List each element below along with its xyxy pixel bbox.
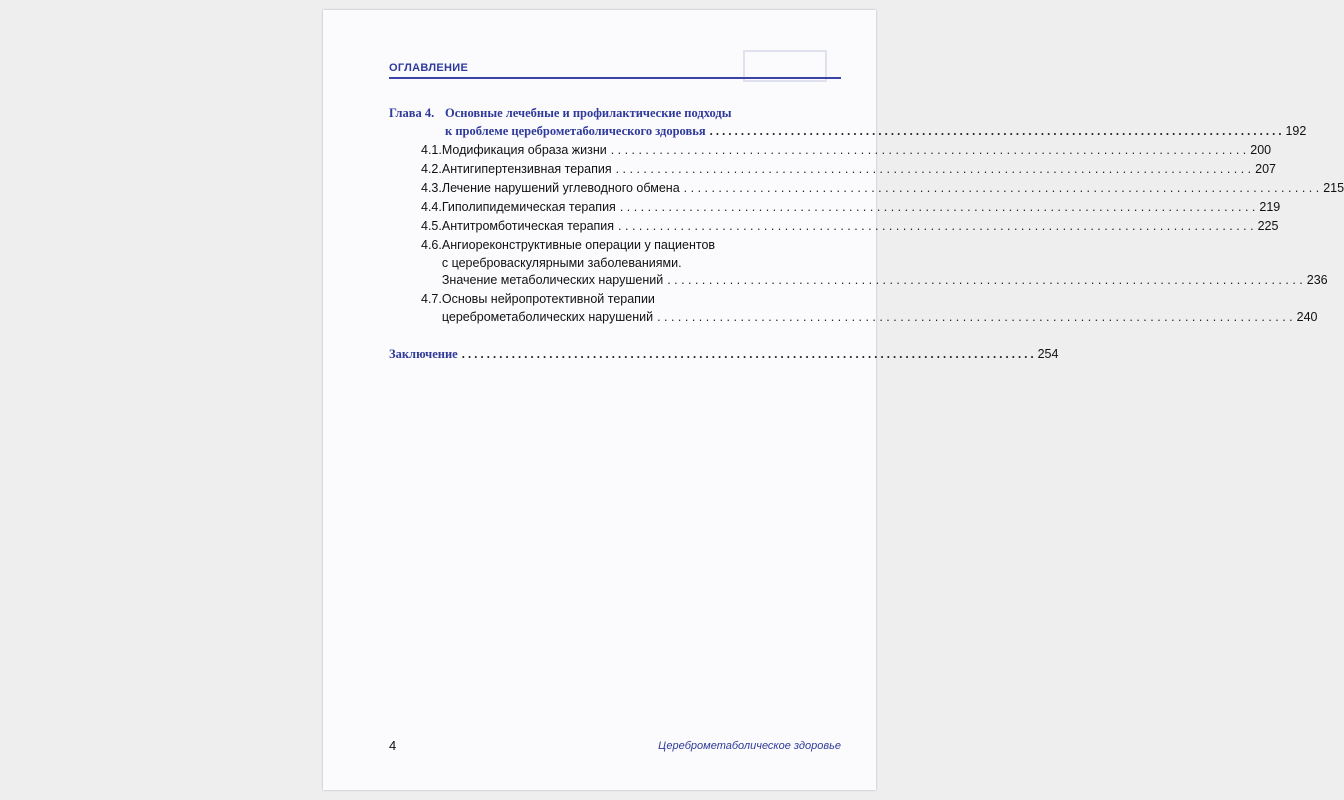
section-entry[interactable]: [389, 142, 1272, 160]
section-entry[interactable]: [389, 199, 1281, 217]
section-entry[interactable]: [389, 237, 1328, 290]
section-number: 4.1.: [421, 143, 442, 157]
section-number: 4.4.: [421, 200, 442, 214]
section-header: ОГЛАВЛЕНИЕ: [389, 62, 469, 74]
section-title-line: Основы нейропротективной терапии: [441, 292, 655, 306]
section-number: 4.2.: [421, 162, 442, 176]
table-of-contents: [389, 105, 1344, 364]
leader-dots: [710, 123, 1282, 141]
document-page: [323, 10, 1344, 790]
section-page: 200: [1250, 143, 1272, 157]
leader-dots: [611, 142, 1247, 160]
section-entry[interactable]: [389, 218, 1279, 236]
section-title: Значение метаболических нарушений: [441, 273, 664, 287]
page-number: 4: [389, 738, 397, 753]
section-title: Модификация образа жизни: [441, 143, 607, 157]
section-page: 225: [1257, 219, 1279, 233]
section-entry[interactable]: [389, 161, 1277, 179]
leader-dots: [462, 346, 1034, 364]
section-title-line: с цереброваскулярными заболеваниями.: [441, 255, 682, 270]
section-page: 240: [1296, 309, 1318, 324]
section-number: 4.3.: [421, 181, 442, 195]
section-entry[interactable]: [389, 180, 1344, 198]
chapter-title-line-1: Основные лечебные и профилактические подходы: [445, 106, 732, 120]
chapter-label: Глава 4.: [389, 106, 435, 120]
section-entry[interactable]: [389, 291, 1318, 326]
chapter-title-line-2: к проблеме цереброметаболического здоровья: [445, 123, 706, 138]
running-footer-title: Цереброметаболическое здоровье: [658, 740, 841, 752]
leader-dots: [620, 199, 1256, 217]
header-rule: [389, 77, 841, 79]
chapter-page: 192: [1285, 123, 1307, 138]
chapter-entry[interactable]: [389, 105, 1307, 140]
section-title-line: Ангиореконструктивные операции у пациентов: [441, 238, 716, 252]
section-title: Лечение нарушений углеводного обмена: [441, 181, 680, 195]
conclusion-page: 254: [1037, 347, 1059, 361]
section-title: Антитромботическая терапия: [441, 219, 615, 233]
section-page: 215: [1323, 181, 1344, 195]
leader-dots: [684, 180, 1320, 198]
leader-dots: [616, 161, 1252, 179]
section-title: Гиполипидемическая терапия: [441, 200, 616, 214]
section-page: 236: [1306, 273, 1328, 287]
conclusion-label: Заключение: [389, 347, 458, 361]
section-page: 219: [1259, 200, 1281, 214]
section-page: 207: [1255, 162, 1277, 176]
section-number: 4.7.: [421, 292, 442, 306]
leader-dots: [618, 218, 1254, 236]
conclusion-entry[interactable]: [389, 346, 1059, 364]
section-list: [389, 142, 1344, 326]
section-number: 4.5.: [421, 219, 442, 233]
leader-dots: [667, 272, 1303, 290]
section-number: 4.6.: [421, 238, 442, 252]
section-title: цереброметаболических нарушений: [441, 309, 654, 324]
section-title: Антигипертензивная терапия: [441, 162, 612, 176]
leader-dots: [657, 309, 1293, 327]
